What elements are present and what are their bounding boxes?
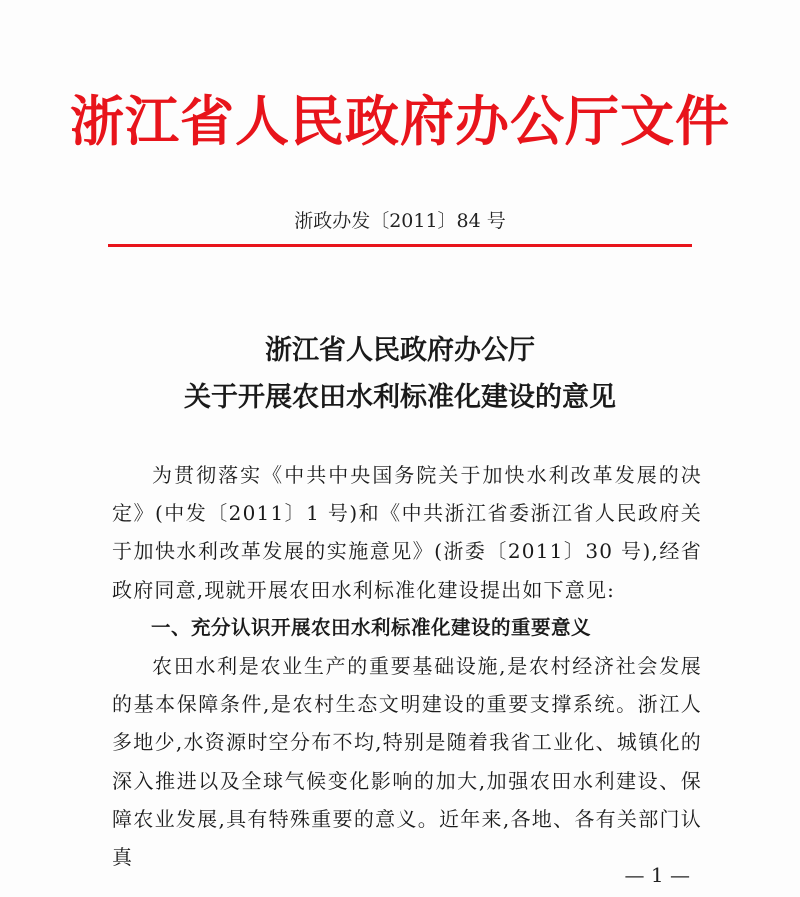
section-heading-1: 一、充分认识开展农田水利标准化建设的重要意义	[151, 615, 592, 639]
document-title-line-2: 关于开展农田水利标准化建设的意见	[184, 382, 616, 413]
body-paragraph-1: 为贯彻落实《中共中央国务院关于加快水利改革发展的决定》(中发〔2011〕1 号)和《中共浙江省委浙江省人民政府关于加快水利改革发展的实施意见》(浙委〔2011〕30 号),经省政府同意,现就开展农田水利标准化建设提出如下意见:	[112, 463, 702, 602]
header-red-rule	[108, 244, 692, 247]
document-title-line-1: 浙江省人民政府办公厅	[265, 335, 535, 366]
document-number: 浙政办发〔2011〕84 号	[294, 210, 506, 232]
document-body	[112, 456, 702, 876]
document-header-title: 浙江省人民政府办公厅文件	[70, 89, 730, 153]
page-number: — 1 —	[624, 863, 690, 887]
body-paragraph-2: 农田水利是农业生产的重要基础设施,是农村经济社会发展的基本保障条件,是农村生态文明建设的重要支撑系统。浙江人多地少,水资源时空分布不均,特别是随着我省工业化、城镇化的深入推进以及全球气候变化影响的加大,加强农田水利建设、保障农业发展,具有特殊重要的意义。近年来,各地、各有关部门认真	[112, 654, 702, 870]
